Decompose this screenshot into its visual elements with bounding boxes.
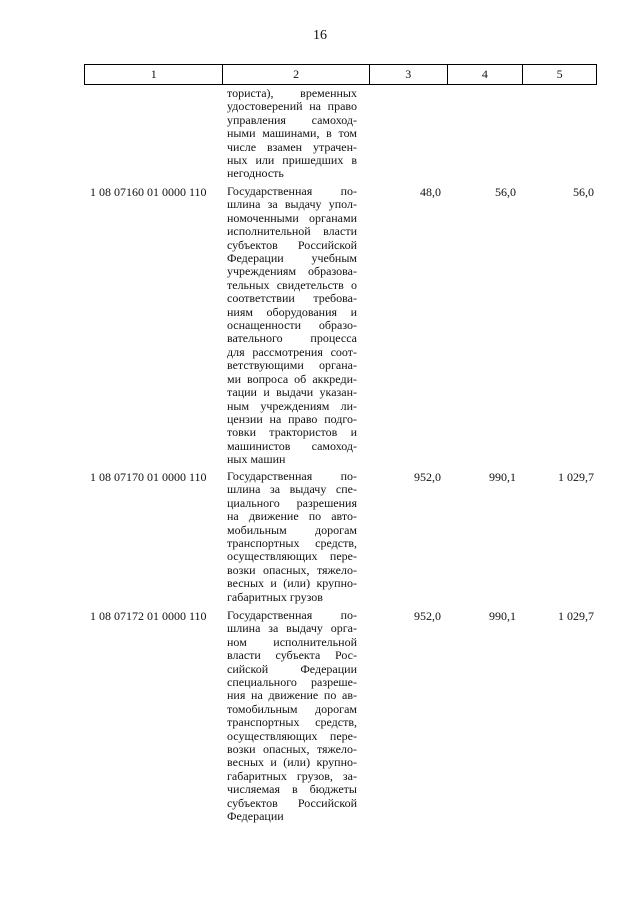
description-line: цензии на право подго-: [227, 411, 357, 426]
column-header-2: 2: [223, 65, 369, 84]
description-line: вательного процесса: [227, 331, 357, 346]
page-number: 16: [313, 28, 327, 43]
description-line: ных машин: [227, 452, 286, 467]
description-line: осуществляющих пере-: [227, 728, 357, 743]
description-line: числе взамен утрачен-: [227, 139, 357, 154]
row-description: [227, 470, 357, 604]
description-line: тельных свидетельств о: [227, 277, 357, 292]
description-line: ми вопроса об аккреди-: [227, 371, 357, 386]
description-line: соответствии требова-: [227, 291, 357, 306]
description-line: негодность: [227, 166, 284, 181]
description-line: власти субъекта Рос-: [227, 648, 357, 663]
row-value-col3: 952,0: [414, 609, 441, 623]
row-value-col3: 952,0: [414, 470, 441, 484]
description-line: Государственная по-: [227, 184, 357, 198]
description-line: томобильным дорогам: [227, 701, 357, 716]
description-line: Федерации учебным: [227, 251, 357, 266]
row-value-col4: 990,1: [489, 470, 516, 484]
description-line: Федерации: [227, 809, 284, 824]
column-header-3: 3: [370, 65, 448, 84]
description-line: удостоверений на право: [227, 99, 357, 114]
row-description: [227, 609, 357, 824]
description-line: товки трактористов и: [227, 425, 357, 440]
description-line: весных и (или) крупно-: [227, 576, 357, 591]
description-line: осуществляющих пере-: [227, 549, 357, 564]
description-line: циального разрешения: [227, 495, 357, 510]
description-line: транспортных средств,: [227, 715, 357, 730]
description-line: на движение по авто-: [227, 509, 357, 524]
column-header-5: 5: [556, 67, 563, 81]
description-line: управления самоход-: [227, 112, 357, 127]
table-header: [84, 64, 597, 85]
description-line: ветствующими органа-: [227, 358, 357, 373]
description-line: транспортных средств,: [227, 536, 357, 551]
description-line: машинистов самоход-: [227, 438, 357, 453]
row-code: 1 08 07170 01 0000 110: [90, 470, 207, 484]
description-line: Государственная по-: [227, 608, 357, 622]
description-line: шлина за выдачу орга-: [227, 621, 357, 636]
description-line: габаритных грузов: [227, 589, 323, 604]
description-line: ториста), временных: [227, 86, 357, 100]
row-value-col3: 48,0: [420, 185, 441, 199]
description-line: исполнительной власти: [227, 224, 357, 239]
row-description: [227, 185, 357, 467]
description-line: возки опасных, тяжело-: [227, 562, 357, 577]
description-line: шлина за выдачу упол-: [227, 197, 357, 212]
column-header-1: 1: [85, 65, 223, 84]
description-line: мобильным дорогам: [227, 522, 357, 537]
description-line: ным учреждениям ли-: [227, 398, 357, 413]
description-line: ния на движение по ав-: [227, 688, 357, 703]
row-code: 1 08 07172 01 0000 110: [90, 609, 207, 623]
description-line: ных или пришедших в: [227, 153, 357, 168]
row-value-col5: 56,0: [573, 185, 594, 199]
description-line: субъектов Российской: [227, 795, 357, 810]
row-value-col4: 56,0: [495, 185, 516, 199]
description-line: для рассмотрения соот-: [227, 344, 357, 359]
description-line: габаритных грузов, за-: [227, 768, 357, 783]
description-line: специального разреше-: [227, 675, 357, 690]
description-line: шлина за выдачу спе-: [227, 482, 357, 497]
description-line: сийской Федерации: [227, 661, 357, 676]
description-line: Государственная по-: [227, 469, 357, 483]
description-line: номоченными органами: [227, 210, 357, 225]
row-code: 1 08 07160 01 0000 110: [90, 185, 207, 199]
description-line: субъектов Российской: [227, 237, 357, 252]
description-line: числяемая в бюджеты: [227, 782, 357, 797]
column-header-4: 4: [448, 65, 524, 84]
description-line: ниям оборудования и: [227, 304, 357, 319]
row-description: [227, 87, 357, 181]
row-value-col5: 1 029,7: [558, 609, 594, 623]
description-line: ном исполнительной: [227, 634, 357, 649]
description-line: ными машинами, в том: [227, 126, 357, 141]
description-line: возки опасных, тяжело-: [227, 742, 357, 757]
row-value-col5: 1 029,7: [558, 470, 594, 484]
description-line: учреждениям образова-: [227, 264, 357, 279]
row-value-col4: 990,1: [489, 609, 516, 623]
description-line: тации и выдачи указан-: [227, 385, 357, 400]
description-line: весных и (или) крупно-: [227, 755, 357, 770]
description-line: оснащенности образо-: [227, 318, 357, 333]
